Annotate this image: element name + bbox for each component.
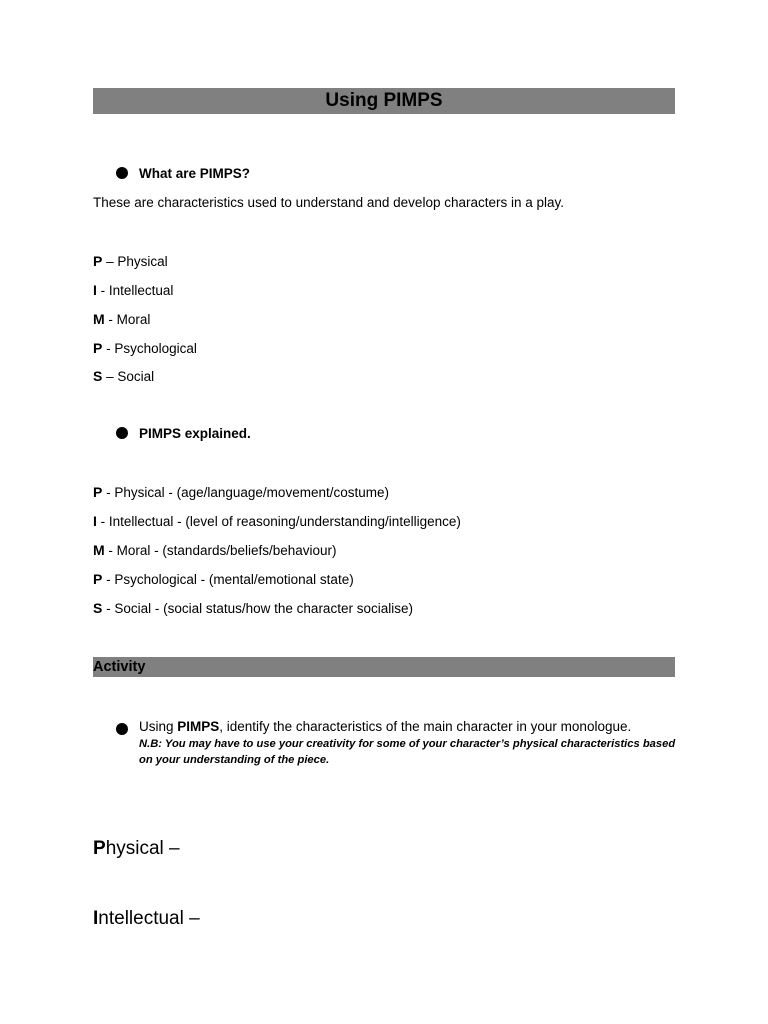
pimps-explained-item bbox=[93, 513, 461, 529]
bullet-dot-icon bbox=[116, 167, 128, 179]
pimps-letter: M bbox=[93, 542, 105, 558]
bullet-dot-icon bbox=[116, 427, 128, 439]
pimps-letter: S bbox=[93, 600, 103, 616]
pimps-sep: - bbox=[102, 485, 115, 500]
pimps-item bbox=[93, 340, 197, 356]
pimps-sep: - bbox=[104, 543, 117, 558]
pimps-item bbox=[93, 282, 173, 298]
section-heading: What are PIMPS? bbox=[139, 166, 251, 181]
pimps-sep: - bbox=[96, 283, 109, 298]
pimps-letter: M bbox=[93, 311, 105, 327]
bullet-pimps-explained bbox=[116, 426, 251, 441]
pimps-description: Intellectual - (level of reasoning/understanding/intelligence) bbox=[108, 514, 461, 529]
answer-label: hysical – bbox=[105, 838, 180, 859]
intro-paragraph: These are characteristics used to understand and develop characters in a play. bbox=[93, 195, 565, 210]
pimps-term: Moral bbox=[116, 312, 151, 327]
pimps-term: Physical bbox=[117, 254, 168, 269]
pimps-sep: – bbox=[102, 369, 118, 384]
pimps-sep: - bbox=[96, 514, 109, 529]
pimps-explained-item bbox=[93, 600, 413, 616]
section-heading: PIMPS explained. bbox=[139, 426, 251, 441]
pimps-letter: I bbox=[93, 513, 97, 529]
pimps-term: Psychological bbox=[114, 341, 197, 356]
answer-physical bbox=[93, 838, 180, 860]
pimps-description: Physical - (age/language/movement/costume) bbox=[114, 485, 389, 500]
answer-intellectual bbox=[93, 908, 200, 930]
pimps-sep: - bbox=[104, 312, 117, 327]
pimps-letter: P bbox=[93, 340, 103, 356]
activity-heading: Activity bbox=[93, 657, 675, 677]
pimps-sep: – bbox=[102, 254, 118, 269]
pimps-term: Intellectual bbox=[108, 283, 174, 298]
pimps-sep: - bbox=[102, 601, 115, 616]
pimps-sep: - bbox=[102, 341, 115, 356]
page-title: Using PIMPS bbox=[93, 88, 675, 114]
pimps-description: Social - (social status/how the character socialise) bbox=[114, 601, 413, 616]
pimps-explained-item bbox=[93, 542, 337, 558]
pimps-letter: P bbox=[93, 484, 103, 500]
pimps-explained-item bbox=[93, 571, 354, 587]
activity-note: N.B: You may have to use your creativity for some of your character’s physical characteristics based on your understanding of the piece. bbox=[139, 738, 676, 766]
pimps-item bbox=[93, 368, 154, 384]
pimps-letter: P bbox=[93, 253, 103, 269]
pimps-explained-item bbox=[93, 484, 389, 500]
instruction-text: Using bbox=[139, 719, 178, 734]
answer-letter: P bbox=[93, 838, 106, 859]
answer-label: ntellectual – bbox=[98, 908, 200, 929]
pimps-term: Social bbox=[117, 369, 155, 384]
instruction-keyword: PIMPS bbox=[177, 719, 220, 734]
answer-letter: I bbox=[93, 908, 99, 929]
pimps-letter: I bbox=[93, 282, 97, 298]
activity-instruction bbox=[139, 717, 679, 736]
pimps-letter: S bbox=[93, 368, 103, 384]
pimps-item bbox=[93, 311, 150, 327]
instruction-text: , identify the characteristics of the main character in your monologue. bbox=[219, 719, 632, 734]
pimps-description: Psychological - (mental/emotional state) bbox=[114, 572, 354, 587]
bullet-what-are-pimps bbox=[116, 166, 250, 181]
pimps-description: Moral - (standards/beliefs/behaviour) bbox=[116, 543, 337, 558]
pimps-letter: P bbox=[93, 571, 103, 587]
pimps-item bbox=[93, 253, 168, 269]
pimps-sep: - bbox=[102, 572, 115, 587]
bullet-dot-icon bbox=[116, 723, 128, 735]
